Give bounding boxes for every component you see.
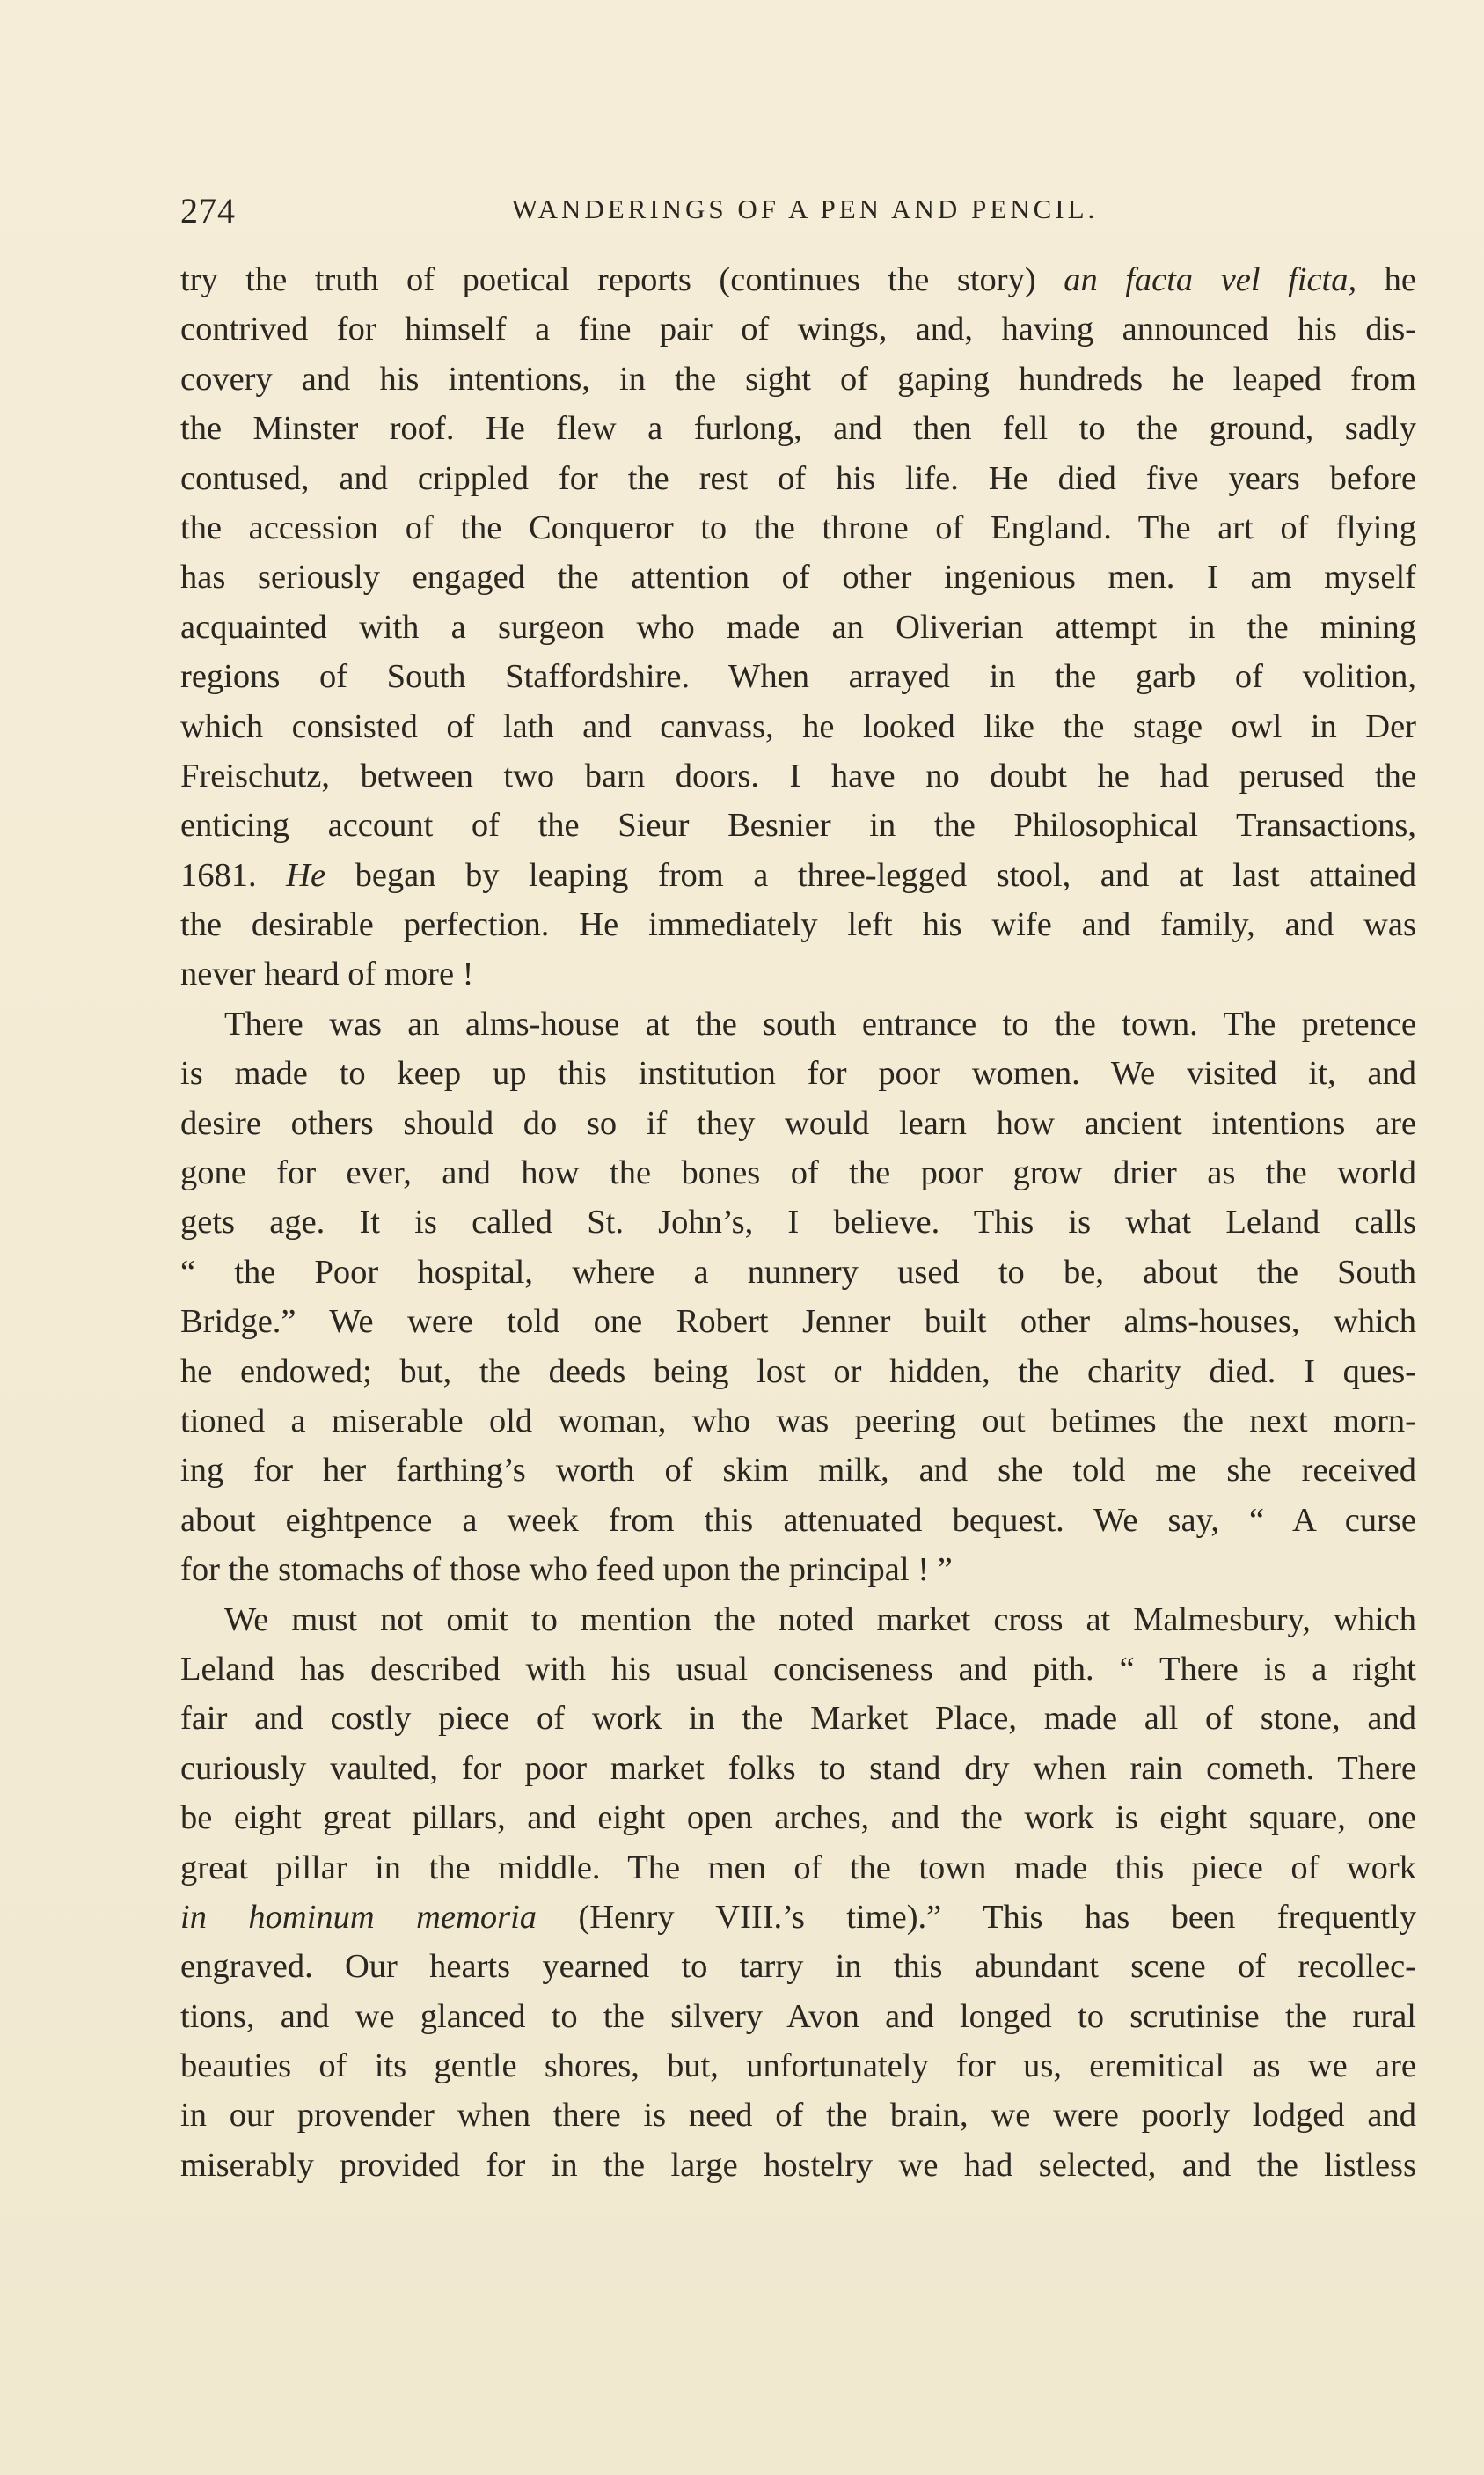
text-line: contrived for himself a fine pair of wings, and, having announced his dis- <box>180 311 1416 348</box>
text-line: enticing account of the Sieur Besnier in the Philosophical Transactions, <box>180 807 1416 845</box>
text-line: 1681. He began by leaping from a three-legged stool, and at last attained <box>180 856 1416 894</box>
text-line: contused, and crippled for the rest of his life. He died five years before <box>180 459 1416 497</box>
text-line: which consisted of lath and canvass, he looked like the stage owl in Der <box>180 707 1416 745</box>
text-line: ing for her farthing’s worth of skim milk, and she told me she received <box>180 1452 1416 1490</box>
text-line: in hominum memoria (Henry VIII.’s time).” This has been frequently <box>180 1898 1416 1936</box>
body-text <box>180 255 1416 2190</box>
text-line: the accession of the Conqueror to the throne of England. The art of flying <box>180 509 1416 546</box>
text-line: gets age. It is called St. John’s, I believe. This is what Leland calls <box>180 1204 1416 1241</box>
text-line: beauties of its gentle shores, but, unfortunately for us, eremitical as we are <box>180 2047 1416 2085</box>
text-line: Bridge.” We were told one Robert Jenner built other alms-houses, which <box>180 1303 1416 1341</box>
text-line: is made to keep up this institution for poor women. We visited it, and <box>180 1055 1416 1093</box>
text-line: great pillar in the middle. The men of the town made this piece of work <box>180 1849 1416 1886</box>
running-head: WANDERINGS OF A PEN AND PENCIL. <box>511 194 1099 224</box>
text-line: There was an alms-house at the south entrance to the town. The pretence <box>224 1005 1416 1043</box>
text-line: We must not omit to mention the noted market cross at Malmesbury, which <box>224 1600 1416 1638</box>
text-line: never heard of more ! <box>180 956 474 993</box>
text-line: about eightpence a week from this attenuated bequest. We say, “ A curse <box>180 1501 1416 1539</box>
text-line: has seriously engaged the attention of other ingenious men. I am myself <box>180 559 1416 597</box>
text-line: tions, and we glanced to the silvery Avon and longed to scrutinise the rural <box>180 1997 1416 2035</box>
text-line: curiously vaulted, for poor market folks to stand dry when rain cometh. There <box>180 1749 1416 1787</box>
text-line: Leland has described with his usual conciseness and pith. “ There is a right <box>180 1650 1416 1688</box>
text-line: tioned a miserable old woman, who was peering out betimes the next morn- <box>180 1402 1416 1439</box>
text-line: “ the Poor hospital, where a nunnery used to be, about the South <box>180 1253 1416 1291</box>
text-line: miserably provided for in the large hostelry we had selected, and the listless <box>180 2146 1416 2184</box>
text-line: Freischutz, between two barn doors. I have no doubt he had perused the <box>180 757 1416 794</box>
text-line: gone for ever, and how the bones of the poor grow drier as the world <box>180 1154 1416 1192</box>
text-line: covery and his intentions, in the sight of gaping hundreds he leaped from <box>180 360 1416 398</box>
text-line: he endowed; but, the deeds being lost or hidden, the charity died. I ques- <box>180 1352 1416 1390</box>
text-line: acquainted with a surgeon who made an Oliverian attempt in the mining <box>180 608 1416 646</box>
text-line: for the stomachs of those who feed upon the principal ! ” <box>180 1551 953 1589</box>
page-number: 274 <box>180 191 236 231</box>
text-line: the Minster roof. He flew a furlong, and then fell to the ground, sadly <box>180 410 1416 448</box>
text-line: engraved. Our hearts yearned to tarry in this abundant scene of recollec- <box>180 1948 1416 1986</box>
text-line: desire others should do so if they would learn how ancient intentions are <box>180 1104 1416 1142</box>
text-line: fair and costly piece of work in the Market Place, made all of stone, and <box>180 1700 1416 1738</box>
text-line: regions of South Staffordshire. When arrayed in the garb of volition, <box>180 658 1416 696</box>
text-line: the desirable perfection. He immediately left his wife and family, and was <box>180 906 1416 944</box>
text-line: in our provender when there is need of the brain, we were poorly lodged and <box>180 2097 1416 2135</box>
text-line: try the truth of poetical reports (continues the story) an facta vel ficta, he <box>180 261 1416 298</box>
page-header <box>180 187 1429 231</box>
text-line: be eight great pillars, and eight open arches, and the work is eight square, one <box>180 1799 1416 1837</box>
